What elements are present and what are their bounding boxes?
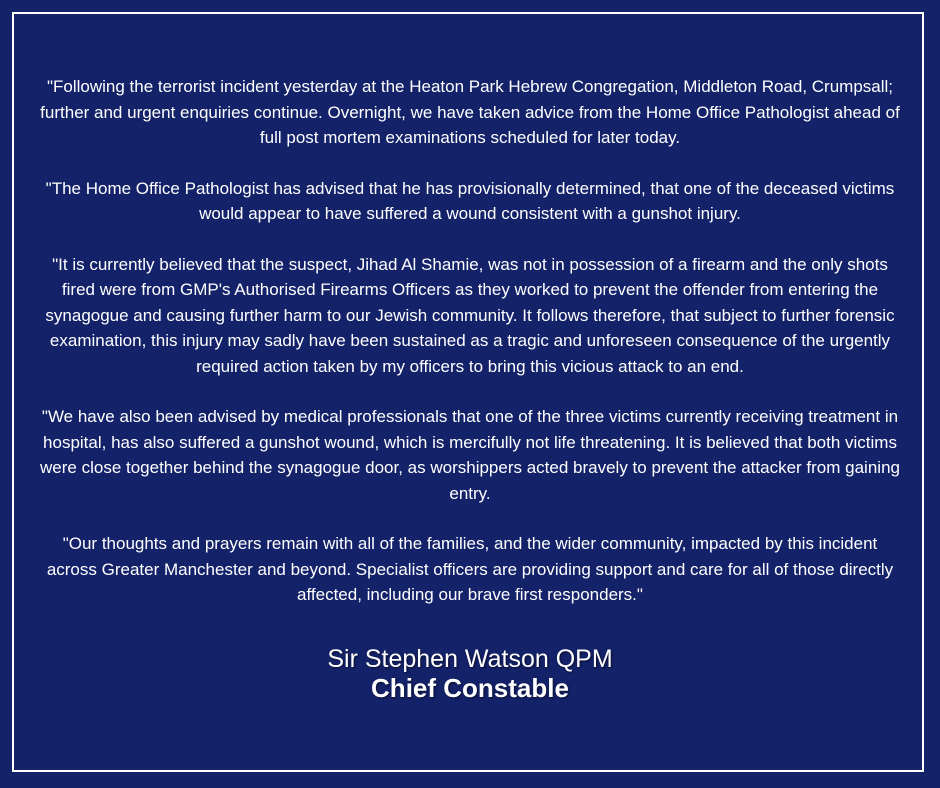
signatory-title: Chief Constable xyxy=(371,672,569,703)
signature-block xyxy=(40,645,900,703)
statement-paragraph-3: "It is currently believed that the suspect, Jihad Al Shamie, was not in possession of a firearm and the only shots fired were from GMP's Authorised Firearms Officers as they worked to prevent the offender from entering the synagogue and causing further harm to our Jewish community. It follows therefore, that subject to further forensic examination, this injury may sadly have been sustained as a tragic and unforeseen consequence of the urgently required action taken by my officers to bring this vicious attack to an end. xyxy=(45,254,895,376)
statement-paragraph-5: "Our thoughts and prayers remain with all of the families, and the wider community, impacted by this incident across Greater Manchester and beyond. Specialist officers are providing support and care for all of those directly affected, including our brave first responders." xyxy=(46,534,894,604)
statement-paragraph-4: "We have also been advised by medical professionals that one of the three victims currently receiving treatment in hospital, has also suffered a gunshot wound, which is mercifully not life threatening. It is believed that both victims were close together behind the synagogue door, as worshippers acted bravely to prevent the attacker from gaining entry. xyxy=(40,407,900,503)
signatory-name: Sir Stephen Watson QPM xyxy=(327,644,613,673)
statement-paragraph-2: "The Home Office Pathologist has advised that he has provisionally determined, that one of the deceased victims would appear to have suffered a wound consistent with a gunshot injury. xyxy=(45,178,895,223)
statement-paragraph-1: "Following the terrorist incident yesterday at the Heaton Park Hebrew Congregation, Middleton Road, Crumpsall; further and urgent enquiries continue. Overnight, we have taken advice from the Home Office Pathologist ahead of full post mortem examinations scheduled for later today. xyxy=(40,77,900,147)
statement-body xyxy=(40,74,900,703)
